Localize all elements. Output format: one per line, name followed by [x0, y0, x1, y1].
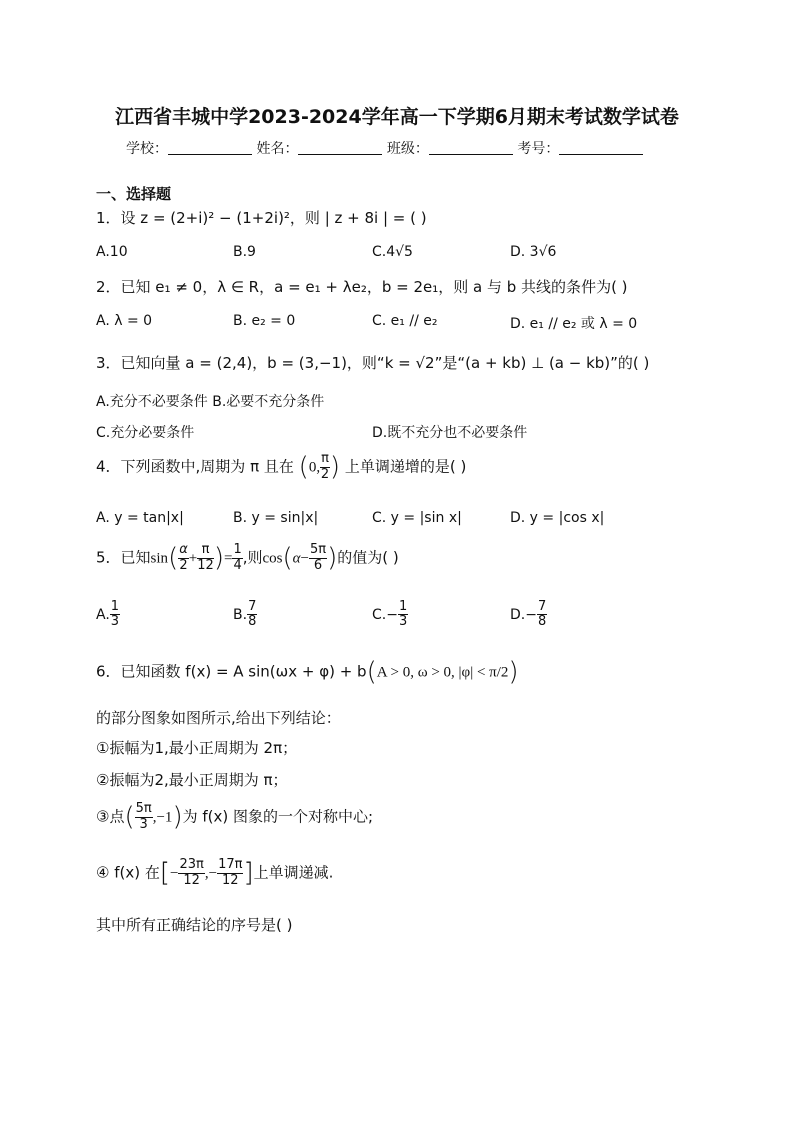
question-2-stem: 2．已知 e₁ ≠ 0，λ ∈ R，a = e₁ + λe₂，b = 2e₁，则 a 与 b 共线的条件为( ) — [96, 278, 628, 296]
number-blank[interactable] — [559, 140, 643, 155]
q6-final-line: 其中所有正确结论的序号是( ) — [96, 916, 293, 934]
name-label: 姓名： — [256, 141, 299, 157]
q4-interval-frac: $\frac{\pi}{2}$ — [320, 451, 330, 482]
q4-option-b: B. y = sin|x| — [233, 510, 319, 526]
q2-option-c: C. e₁ // e₂ — [372, 313, 438, 329]
q6-conclusion-1: ①振幅为1,最小正周期为 2π； — [96, 739, 298, 757]
q3-option-ab: A.充分不必要条件 B.必要不充分条件 — [96, 394, 325, 410]
school-blank[interactable] — [168, 140, 252, 155]
q5-option-b: B. $\frac{7}{8}$ — [233, 599, 257, 630]
q1-option-a: A.10 — [96, 244, 128, 260]
q1-option-c: C.4√5 — [372, 244, 413, 260]
q4-option-d: D. y = |cos x| — [510, 510, 605, 526]
q5-option-d: D.− $\frac{7}{8}$ — [510, 599, 547, 630]
number-label: 考号： — [517, 141, 560, 157]
question-4-stem: 4．下列函数中,周期为 π 且在 (0, $\frac{\pi}{2}$ ) 上单调递增的是( ) — [96, 451, 467, 482]
question-6-stem: 6．已知函数 f(x) = A sin(ωx + φ) + b(A > 0, ω > 0, |φ| < π/2) — [96, 657, 519, 687]
q2-option-a: A. λ = 0 — [96, 313, 153, 329]
q4-stem-a: 4．下列函数中,周期为 π 且在 — [96, 457, 294, 476]
q1-option-b: B.9 — [233, 244, 256, 260]
q3-option-c: C.充分必要条件 — [96, 425, 195, 441]
school-label: 学校： — [126, 141, 168, 157]
class-blank[interactable] — [429, 140, 513, 155]
q6-conclusion-3: ③点( $\frac{5\pi}{3}$ ,−1)为 f(x) 图象的一个对称中心; — [96, 801, 374, 832]
question-3-stem: 3．已知向量 a = (2,4)，b = (3,−1)，则“k = √2”是“(a + kb) ⊥ (a − kb)”的( ) — [96, 354, 650, 372]
class-label: 班级： — [386, 141, 429, 157]
question-5-stem: 5．已知sin( $\frac{\alpha}{2}$ + $\frac{\pi}{12}$ )= $\frac{1}{4}$ ,则cos(α− $\frac{5\pi}{6}$ )的值为( ) — [96, 542, 399, 573]
q2-option-b: B. e₂ = 0 — [233, 313, 296, 329]
name-blank[interactable] — [298, 140, 382, 155]
q4-option-a: A. y = tan|x| — [96, 510, 184, 526]
q5-option-a: A. $\frac{1}{3}$ — [96, 599, 120, 630]
q2-option-d: D. e₁ // e₂ 或 λ = 0 — [510, 316, 638, 332]
q5-option-c: C.− $\frac{1}{3}$ — [372, 599, 408, 630]
q6-line-2: 的部分图象如图所示,给出下列结论： — [96, 709, 341, 727]
q4-option-c: C. y = |sin x| — [372, 510, 462, 526]
q6-conclusion-4: ④ f(x) 在[− $\frac{23\pi}{12}$ ,− $\frac{17\pi}{12}$ ]上单调递减. — [96, 857, 334, 888]
q4-stem-b: 上单调递增的是( ) — [344, 457, 467, 476]
q1-option-d: D. 3√6 — [510, 244, 557, 260]
q3-option-d: D.既不充分也不必要条件 — [372, 425, 528, 441]
section-heading: 一、选择题 — [96, 185, 172, 203]
page-title: 江西省丰城中学2023-2024学年高一下学期6月期末考试数学试卷 — [115, 106, 679, 128]
student-info-line — [126, 138, 643, 158]
q6-conclusion-2: ②振幅为2,最小正周期为 π； — [96, 771, 288, 789]
question-1-stem: 1．设 z = (2+i)² − (1+2i)²，则 | z + 8i | = ( ) — [96, 209, 427, 227]
